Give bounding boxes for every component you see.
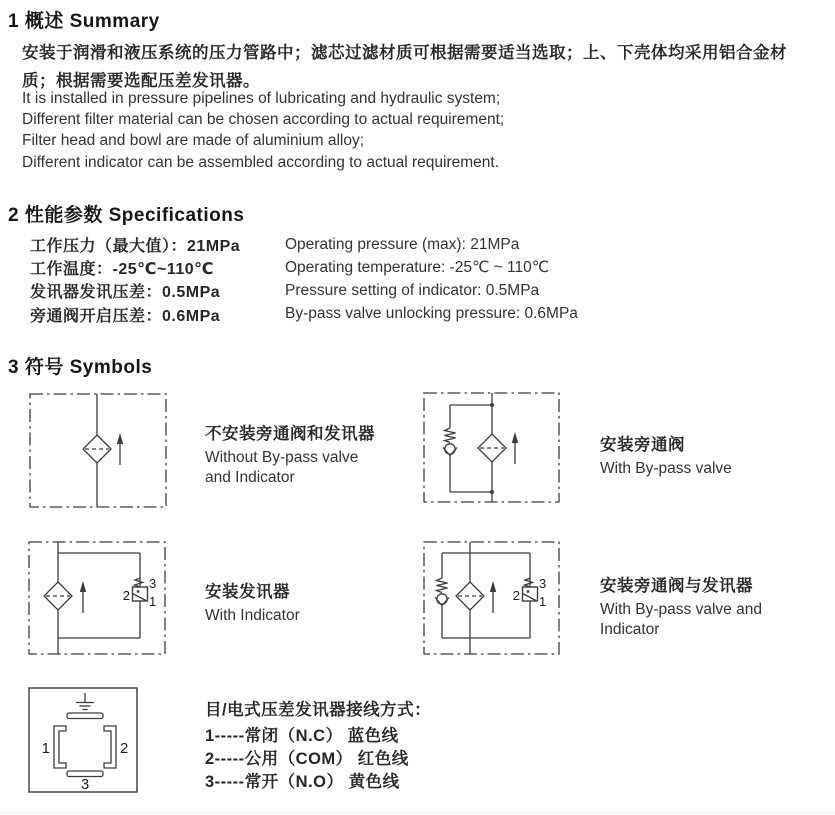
spec-en-indicator-pressure: Pressure setting of indicator: 0.5MPa <box>285 281 540 299</box>
wiring-line-3: 3-----常开（N.O） 黄色线 <box>205 773 400 791</box>
section-2-heading: 2 性能参数 Specifications <box>8 205 245 226</box>
spec-en-operating-temperature: Operating temperature: -25℃ ~ 110℃ <box>285 259 550 277</box>
wiring-line-1: 1-----常闭（N.C） 蓝色线 <box>205 727 399 745</box>
terminal-2-label: 2 <box>122 588 130 603</box>
spec-row-bypass-pressure <box>30 303 578 326</box>
label-cn: 安装旁通阀 <box>600 436 685 454</box>
label-en-line-1: With By-pass valve and <box>600 601 762 618</box>
label-en-line-1: With Indicator <box>205 607 300 624</box>
label-with-bypass-indicator <box>600 572 762 639</box>
summary-en-line-1: It is installed in pressure pipelines of lubricating and hydraulic system; <box>22 90 501 107</box>
label-en-line-2: and Indicator <box>205 468 295 486</box>
spec-cn-bypass-pressure: 旁通阀开启压差：0.6MPa <box>30 307 221 325</box>
symbol-diagram-without-bypass-indicator <box>29 393 167 513</box>
terminal-2-label: 2 <box>512 588 520 603</box>
summary-chinese-paragraph <box>22 39 787 95</box>
spec-en-operating-pressure: Operating pressure (max): 21MPa <box>285 235 520 253</box>
symbol-diagram-with-bypass <box>423 392 560 508</box>
spring-icon <box>437 578 448 593</box>
summary-cn-line-2: 质；根据需要选配压差发讯器。 <box>22 72 260 90</box>
switch-spring-icon <box>135 578 143 587</box>
specifications-table <box>30 233 578 326</box>
connector-pinout-diagram <box>28 687 138 798</box>
switch-spring-icon <box>525 578 533 587</box>
summary-en-line-2: Different filter material can be chosen according to actual requirement; <box>22 111 505 129</box>
label-en-line-1: With By-pass valve <box>600 460 732 477</box>
spec-row-indicator-pressure <box>30 279 578 302</box>
symbol-diagram-with-indicator <box>28 541 166 660</box>
spec-en-bypass-pressure: By-pass valve unlocking pressure: 0.6MPa <box>285 305 578 323</box>
flow-arrowhead-icon <box>490 581 496 592</box>
label-en-line-2: Indicator <box>600 620 660 638</box>
summary-english-paragraph <box>22 88 504 173</box>
summary-cn-line-1: 安装于润滑和液压系统的压力管路中；滤芯过滤材质可根据需要适当选取；上、下壳体均采用铝合金材 <box>22 44 787 62</box>
summary-en-line-4: Different indicator can be assembled according to actual requirement. <box>22 153 500 171</box>
terminal-3-label: 3 <box>539 576 547 591</box>
pin-3-label: 3 <box>80 776 90 793</box>
label-with-bypass <box>600 431 732 479</box>
spec-row-operating-temperature <box>30 256 578 279</box>
wiring-title: 目/电式压差发讯器接线方式： <box>205 701 432 719</box>
label-cn: 不安装旁通阀和发讯器 <box>205 425 375 443</box>
label-en-line-1: Without By-pass valve <box>205 449 359 466</box>
wiring-line-2: 2-----公用（COM） 红色线 <box>205 750 409 768</box>
label-without-bypass-indicator <box>205 420 375 487</box>
label-cn: 安装发讯器 <box>205 583 290 601</box>
ground-pin-blade <box>67 713 103 719</box>
bottom-divider <box>0 812 835 813</box>
spec-cn-operating-temperature: 工作温度：-25℃~110℃ <box>30 261 215 279</box>
junction-dot <box>490 403 494 407</box>
flow-arrowhead-icon <box>512 432 518 443</box>
junction-dot <box>490 490 494 494</box>
label-cn: 安装旁通阀与发讯器 <box>600 577 753 595</box>
switch-contact-dot <box>137 590 140 593</box>
section-1-heading: 1 概述 Summary <box>8 11 160 32</box>
label-with-indicator <box>205 578 300 626</box>
spring-icon <box>445 428 456 443</box>
check-ball-icon <box>445 444 455 454</box>
section-3-heading: 3 符号 Symbols <box>8 357 153 378</box>
flow-arrowhead-icon <box>80 581 86 592</box>
summary-en-line-3: Filter head and bowl are made of aluminium alloy; <box>22 132 365 150</box>
spec-cn-indicator-pressure: 发讯器发讯压差：0.5MPa <box>30 284 221 302</box>
terminal-3-label: 3 <box>149 576 157 591</box>
pin-2-label: 2 <box>120 740 129 757</box>
symbol-diagram-with-bypass-indicator <box>423 541 560 660</box>
spec-cn-operating-pressure: 工作压力（最大值）：21MPa <box>30 238 241 256</box>
switch-contact-dot <box>527 590 530 593</box>
wiring-instructions <box>205 696 431 794</box>
spec-row-operating-pressure <box>30 233 578 256</box>
check-ball-icon <box>437 594 447 604</box>
flow-arrowhead-icon <box>117 433 123 444</box>
pin-1-label: 1 <box>41 740 50 757</box>
terminal-1-label: 1 <box>539 594 547 609</box>
terminal-1-label: 1 <box>149 594 157 609</box>
